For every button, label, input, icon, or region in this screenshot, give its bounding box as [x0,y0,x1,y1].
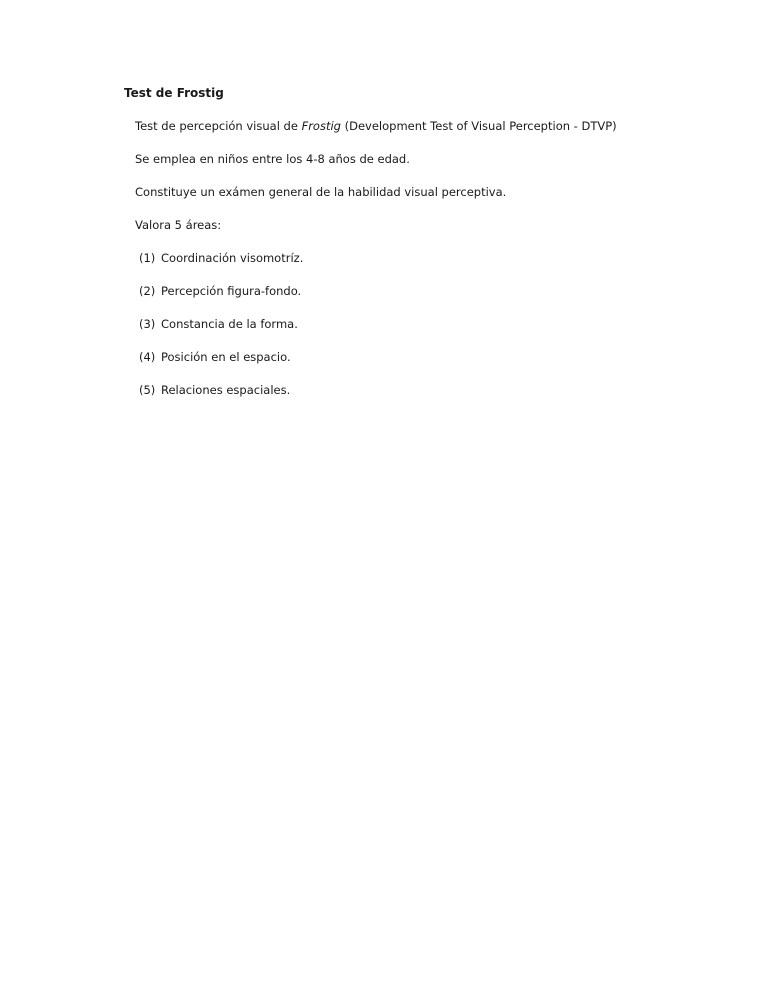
list-number: (4) [139,350,156,364]
age-paragraph: Se emplea en niños entre los 4-8 años de edad. [135,152,410,166]
areas-intro: Valora 5 áreas: [135,218,222,232]
list-text: Coordinación visomotríz. [161,251,304,265]
intro-paragraph [135,119,617,133]
list-number: (2) [139,284,156,298]
list-item [139,350,291,364]
list-text: Relaciones espaciales. [161,383,291,397]
list-text: Posición en el espacio. [161,350,291,364]
list-item [139,317,298,331]
document-title: Test de Frostig [124,86,224,100]
intro-emphasis: Frostig [301,119,341,133]
general-paragraph: Constituye un exámen general de la habilidad visual perceptiva. [135,185,507,199]
list-item [139,383,290,397]
list-item [139,284,301,298]
list-number: (1) [139,251,156,265]
list-number: (5) [139,383,156,397]
list-item [139,251,303,265]
list-number: (3) [139,317,156,331]
intro-before: Test de percepción visual de [135,119,302,133]
list-text: Percepción figura-fondo. [161,284,302,298]
list-text: Constancia de la forma. [161,317,298,331]
intro-after: (Development Test of Visual Perception - DTVP) [340,119,617,133]
